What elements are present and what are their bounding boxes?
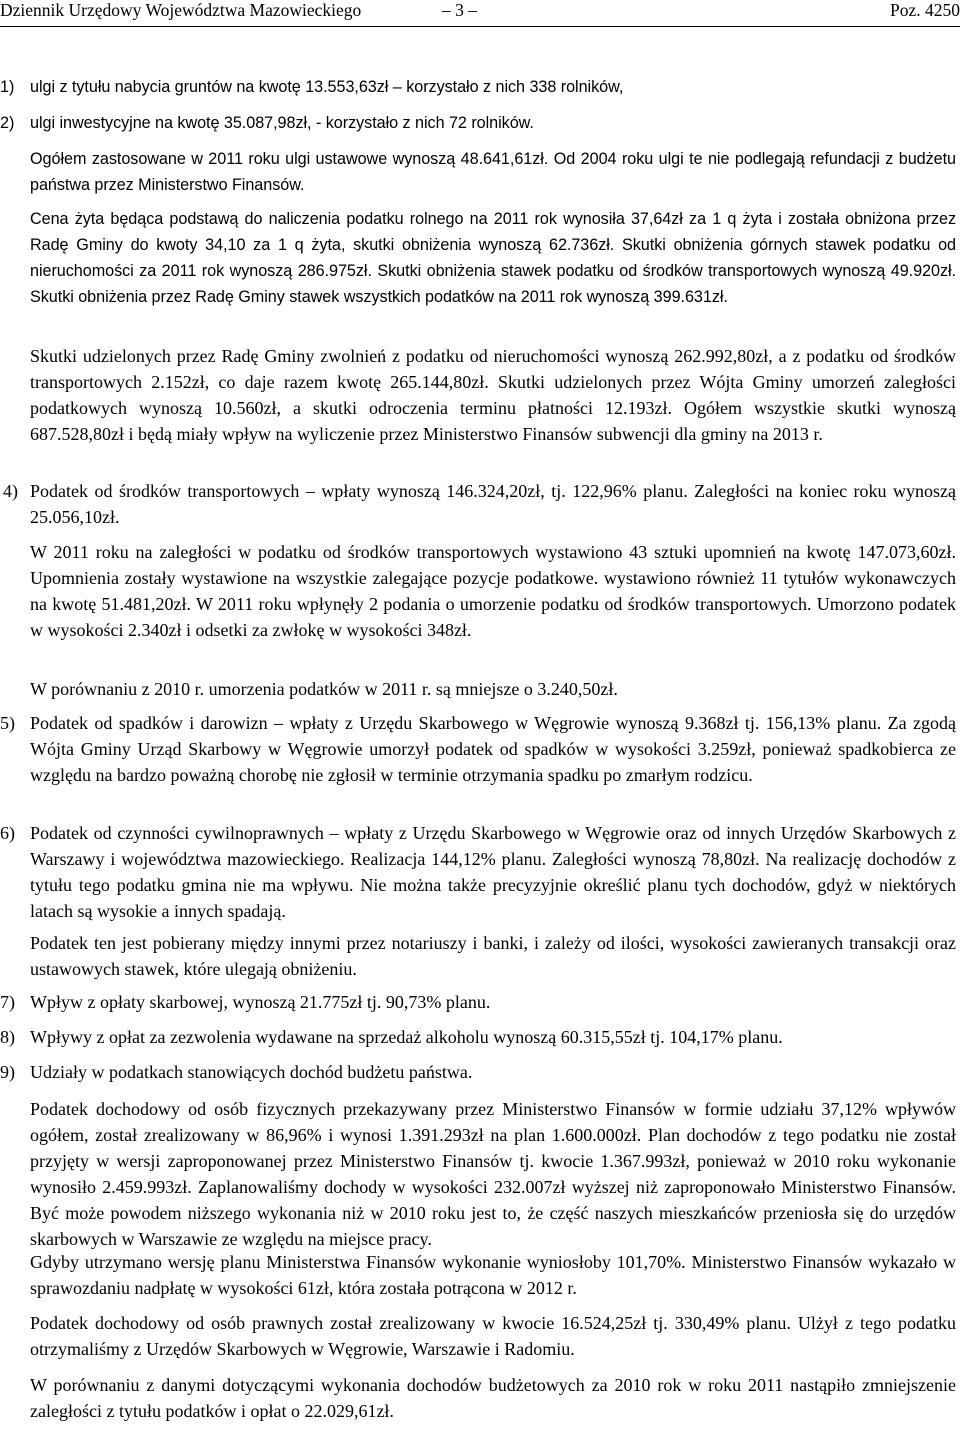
paragraph-corporate-income-tax: Podatek dochodowy od osób prawnych został zrealizowany w kwocie 16.524,25zł tj. 330,49% planu. Ulżył z tego podatku otrzymaliśmy z Urzędów Skarbowych w Węgrowie, Warszawie i Radomiu. xyxy=(30,1313,956,1359)
list-item xyxy=(0,74,956,100)
list-item-number: 4) xyxy=(3,481,18,501)
paragraph-total-reliefs: Ogółem zastosowane w 2011 roku ulgi ustawowe wynoszą 48.641,61zł. Od 2004 roku ulgi te nie podlegają refundacji z budżetu państwa przez Ministerstwo Finansów. xyxy=(30,150,956,194)
paragraph-plan-variant: Gdyby utrzymano wersję planu Ministerstwa Finansów wykonanie wyniosłoby 101,70%. Ministerstwo Finansów wykazało w sprawozdaniu nadpłatę w wysokości 61zł, która została potrącona w 2012 r. xyxy=(30,1252,956,1298)
list-item-number: 1) xyxy=(0,78,15,96)
list-item-text: Wpływy z opłat za zezwolenia wydawane na sprzedaż alkoholu wynoszą 60.315,55zł tj. 104,17% planu. xyxy=(30,1027,783,1047)
list-item xyxy=(0,989,956,1015)
page-number: – 3 – xyxy=(442,0,477,20)
paragraph-rye-price: Cena żyta będąca podstawą do naliczenia podatku rolnego na 2011 rok wynosiła 37,64zł za 1 q żyta i została obniżona przez Radę Gminy do kwoty 34,10 za 1 q żyta, skutki obniżenia wynoszą 62.736zł. Skutki obniżenia górnych stawek podatku od nieruchomości za 2011 rok wynoszą 286.975zł. Skutki obniżenia stawek podatku od środków transportowych wynoszą 49.920zł. Skutki obniżenia przez Radę Gminy stawek wszystkich podatków na 2011 rok wynoszą 399.631zł. xyxy=(30,210,956,306)
list-item-number: 6) xyxy=(0,823,15,843)
list-item-text: Podatek od środków transportowych – wpłaty wynoszą 146.324,20zł, tj. 122,96% planu. Zaległości na koniec roku wynoszą 25.056,10zł. xyxy=(30,481,956,527)
list-item-text: ulgi z tytułu nabycia gruntów na kwotę 13.553,63zł – korzystało z nich 338 rolników, xyxy=(30,78,624,96)
list-item xyxy=(3,478,956,530)
paragraph-personal-income-tax: Podatek dochodowy od osób fizycznych przekazywany przez Ministerstwo Finansów w formie udziału 37,12% wpływów ogółem, został zrealizowany w 86,96% i wynosi 1.391.293zł na plan 1.600.000zł. Plan dochodów z tego podatku nie został przyjęty w wersji zaproponowanej przez Ministerstwo Finansów tj. kwocie 1.367.993zł, ponieważ w 2010 roku wykonanie wynosiło 2.459.993zł. Zaplanowaliśmy dochody w wysokości 232.007zł wyższej niż zaproponowało Ministerstwo Finansów. Być może powodem niższego wykonania niż w 2010 roku jest to, że część naszych mieszkańców przeniosła się do urzędów skarbowych w Warszawie ze względu na miejsce pracy. xyxy=(30,1099,956,1249)
paragraph-notary-tax: Podatek ten jest pobierany między innymi przez notariuszy i banki, i zależy od ilości, wysokości zawieranych transakcji oraz ustawowych stawek, które ulegają obniżeniu. xyxy=(30,933,956,979)
list-item-number: 5) xyxy=(0,713,15,733)
journal-title: Dziennik Urzędowy Województwa Mazowieckiego xyxy=(0,0,362,20)
list-item-text: Udziały w podatkach stanowiących dochód budżetu państwa. xyxy=(30,1062,473,1082)
list-item-number: 9) xyxy=(0,1062,15,1082)
list-item xyxy=(0,820,956,924)
list-item-text: Podatek od czynności cywilnoprawnych – wpłaty z Urzędu Skarbowego w Węgrowie oraz od innych Urzędów Skarbowych z Warszawy i województwa mazowieckiego. Realizacja 144,12% planu. Zaległości wynoszą 78,80zł. Na realizację dochodów z tytułu tego podatku gmina nie ma wpływu. Nie można także precyzyjnie określić planu tych dochodów, gdyż w niektórych latach są wysokie a innych spadają. xyxy=(30,823,956,921)
list-item-text: ulgi inwestycyjne na kwotę 35.087,98zł, - korzystało z nich 72 rolników. xyxy=(30,114,534,132)
list-item-number: 7) xyxy=(0,992,15,1012)
paragraph-comparison-2010: W porównaniu z 2010 r. umorzenia podatków w 2011 r. są mniejsze o 3.240,50zł. xyxy=(30,679,618,699)
paragraph-exemption-effects: Skutki udzielonych przez Radę Gminy zwolnień z podatku od nieruchomości wynoszą 262.992,80zł, a z podatku od środków transportowych 2.152zł, co daje razem kwotę 265.144,80zł. Skutki udzielonych przez Wójta Gminy umorzeń zaległości podatkowych wynoszą 10.560zł, a skutki odroczenia terminu płatności 12.193zł. Ogółem wszystkie skutki wynoszą 687.528,80zł i będą miały wpływ na wyliczenie przez Ministerstwo Finansów subwencji dla gminy na 2013 r. xyxy=(30,346,956,444)
position-number: Poz. 4250 xyxy=(890,0,960,20)
paragraph-arrears-decrease: W porównaniu z danymi dotyczącymi wykonania dochodów budżetowych za 2010 rok w roku 2011 nastąpiło zmniejszenie zaległości z tytułu podatków i opłat o 22.029,61zł. xyxy=(30,1375,956,1421)
list-item xyxy=(0,1059,956,1085)
list-item-text: Wpływ z opłaty skarbowej, wynoszą 21.775zł tj. 90,73% planu. xyxy=(30,992,491,1012)
list-item-number: 2) xyxy=(0,114,15,132)
list-item xyxy=(0,710,956,788)
list-item xyxy=(0,110,956,136)
list-item-number: 8) xyxy=(0,1027,15,1047)
page-header xyxy=(0,0,960,27)
paragraph-transport-arrears: W 2011 roku na zaległości w podatku od środków transportowych wystawiono 43 sztuki upomnień na kwotę 147.073,60zł. Upomnienia zostały wystawione na wszystkie zalegające pozycje podatkowe. wystawiono również 11 tytułów wykonawczych na kwotę 51.481,20zł. W 2011 roku wpłynęły 2 podania o umorzenie podatku od środków transportowych. Umorzono podatek w wysokości 2.340zł i odsetki za zwłokę w wysokości 348zł. xyxy=(30,542,956,640)
list-item-text: Podatek od spadków i darowizn – wpłaty z Urzędu Skarbowego w Węgrowie wynoszą 9.368zł tj. 156,13% planu. Za zgodą Wójta Gminy Urząd Skarbowy w Węgrowie umorzył podatek od spadków w wysokości 3.259zł, ponieważ spadkobierca ze względu na bardzo poważną chorobę nie zgłosił w terminie otrzymania spadku po zmarłym rodzicu. xyxy=(30,713,956,785)
list-item xyxy=(0,1024,956,1050)
